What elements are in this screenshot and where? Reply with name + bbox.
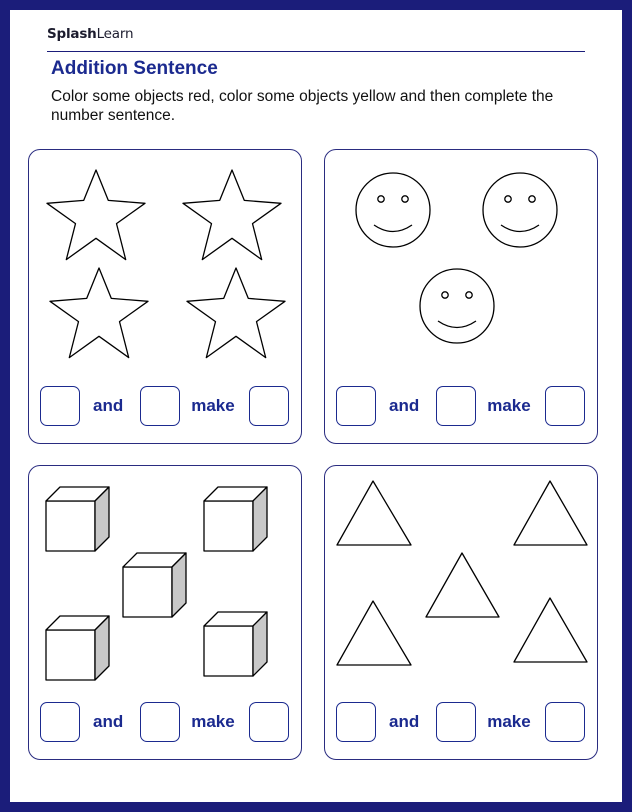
splashlearn-logo: SplashLearn [47,26,134,42]
number-sentence [336,701,585,742]
smiley-face-icon[interactable] [356,173,430,247]
star-icon[interactable] [183,170,281,260]
cube-icon[interactable] [123,553,186,617]
answer-box[interactable] [249,702,289,742]
word-make: make [487,711,531,731]
answer-box[interactable] [436,386,476,426]
answer-box[interactable] [336,702,376,742]
triangles-panel [324,465,598,760]
triangle-icon[interactable] [514,481,587,545]
stars-panel [28,149,302,444]
star-icon[interactable] [187,268,285,358]
word-make: make [487,395,531,415]
smiley-face-icon[interactable] [483,173,557,247]
triangle-icon[interactable] [337,601,411,665]
answer-box[interactable] [336,386,376,426]
triangle-icon[interactable] [426,553,499,617]
answer-box[interactable] [140,702,180,742]
triangle-icon[interactable] [514,598,587,662]
word-make: make [191,711,235,731]
smiley-face-icon[interactable] [420,269,494,343]
answer-box[interactable] [545,702,585,742]
cube-icon[interactable] [46,616,109,680]
number-sentence [40,701,289,742]
word-and: and [389,395,420,415]
header-divider [47,51,585,52]
word-make: make [191,395,235,415]
instructions-text: Color some objects red, color some objects yellow and then complete the number sentence. [51,88,554,124]
answer-box[interactable] [40,702,80,742]
star-icon[interactable] [50,268,148,358]
worksheet [10,10,622,802]
answer-box[interactable] [436,702,476,742]
answer-box[interactable] [140,386,180,426]
cube-icon[interactable] [204,487,267,551]
number-sentence [336,385,585,426]
answer-box[interactable] [249,386,289,426]
answer-box[interactable] [545,386,585,426]
word-and: and [389,711,420,731]
answer-box[interactable] [40,386,80,426]
word-and: and [93,711,124,731]
smileys-panel [324,149,598,444]
word-and: and [93,395,124,415]
number-sentence [40,385,289,426]
cube-icon[interactable] [46,487,109,551]
star-icon[interactable] [47,170,145,260]
cube-icon[interactable] [204,612,267,676]
triangle-icon[interactable] [337,481,411,545]
cubes-panel [28,465,302,760]
worksheet-title: Addition Sentence [51,58,218,79]
